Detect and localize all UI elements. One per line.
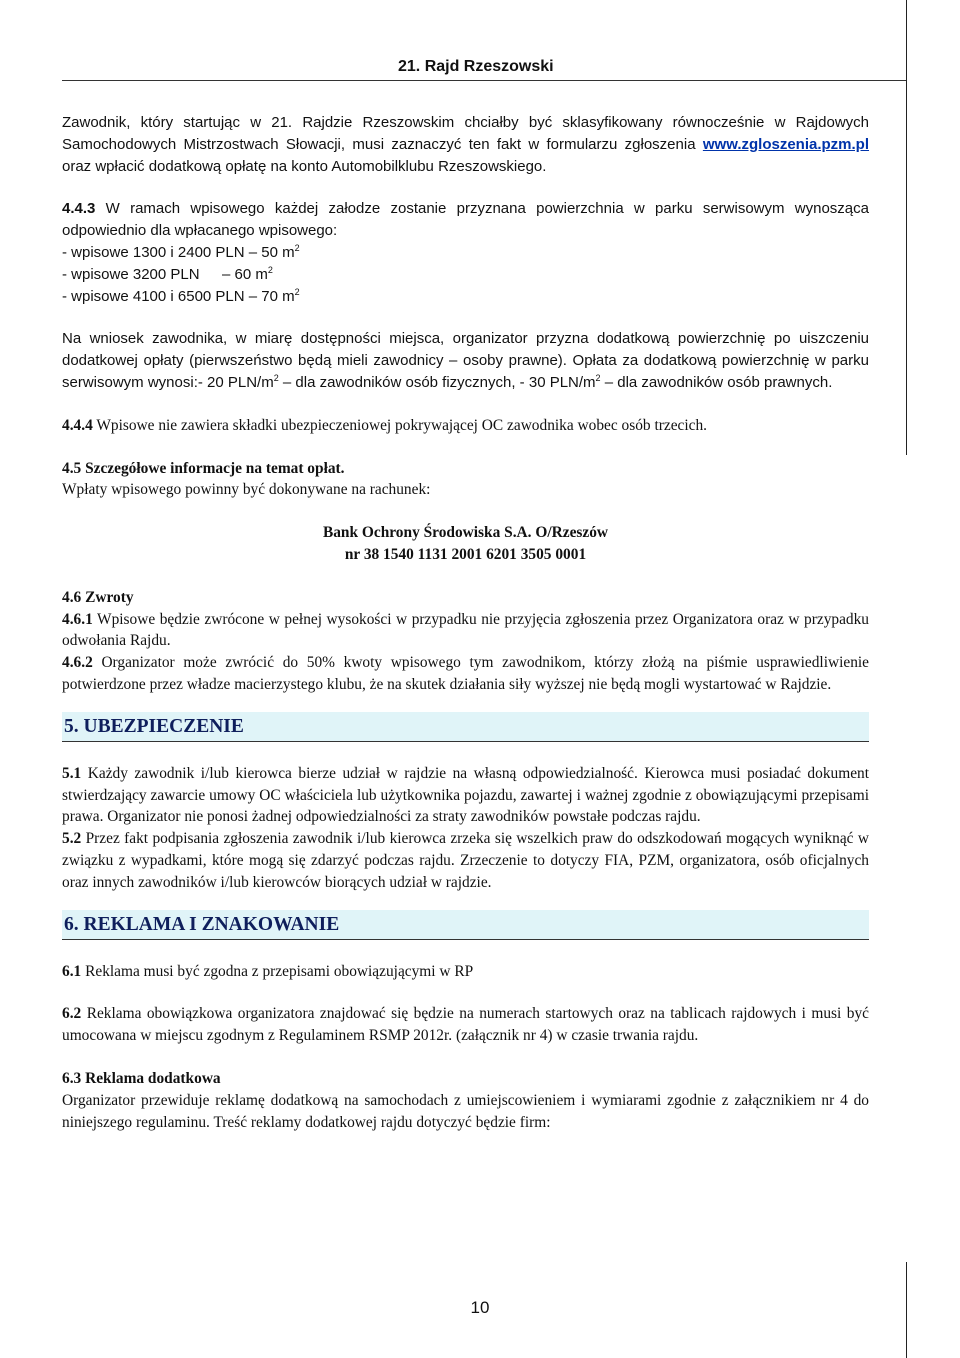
section-4-6-1-text: Wpisowe będzie zwrócone w pełnej wysokości w przypadku nie przyjęcia zgłoszenia przez Organizatora oraz w przypadku odwołania Rajdu. bbox=[62, 610, 869, 650]
page-number: 10 bbox=[470, 1298, 490, 1317]
additional-area-sup-2: 2 bbox=[595, 372, 601, 383]
margin-line-top bbox=[906, 0, 907, 455]
section-6-3-text: Organizator przewiduje reklamę dodatkową na samochodach z umiejscowieniem i wymiarami zgodnie z załącznikiem nr 4 do niniejszego regulaminu. Treść reklamy dodatkowej rajdu dotyczyć będzie firm: bbox=[62, 1091, 869, 1131]
fee-item-2-left: - wpisowe 3200 PLN bbox=[62, 265, 200, 283]
section-4-6-1 bbox=[62, 609, 869, 653]
section-5-2 bbox=[62, 828, 869, 893]
section-6-1-number: 6.1 bbox=[62, 962, 82, 980]
section-4-4-3-text: W ramach wpisowego każdej załodze zostanie przyznana powierzchnia w parku serwisowym wynosząca odpowiednio dla wpłacanego wpisowego: bbox=[62, 200, 869, 240]
section-4-6-2-number: 4.6.2 bbox=[62, 654, 93, 672]
section-4-4-3 bbox=[62, 198, 869, 242]
paragraph-slovakia bbox=[62, 112, 869, 177]
section-6-2-text: Reklama obowiązkowa organizatora znajdować się będzie na numerach startowych oraz na tablicach rajdowych i musi być umocowana w miejscu zgodnym z Regulaminem RSMP 2012r. (załącznik nr 4) w czasie trwania rajdu. bbox=[62, 1005, 869, 1045]
section-5-1-number: 5.1 bbox=[62, 764, 82, 782]
additional-area-text-a: Na wniosek zawodnika, w miarę dostępności miejsca, organizator przyzna dodatkową powierzchnię po uiszczeniu dodatkowej opłaty (pierwszeństwo będą mieli zawodnicy – osoby prawne). Opłata za dodatkową powierzchnię w parku serwisowym wynosi:- 20 PLN/m bbox=[62, 330, 869, 391]
additional-area-text-b: – dla zawodników osób fizycznych, - 30 PLN/m bbox=[278, 373, 596, 391]
section-6-title: 6. REKLAMA I ZNAKOWANIE bbox=[62, 910, 869, 940]
section-5-2-number: 5.2 bbox=[62, 830, 82, 848]
section-4-4-4 bbox=[62, 415, 869, 437]
bank-name: Bank Ochrony Środowiska S.A. O/Rzeszów bbox=[322, 524, 609, 542]
fee-item-3-sup: 2 bbox=[294, 286, 300, 297]
section-4-4-3-number: 4.4.3 bbox=[62, 200, 96, 218]
paragraph-slovakia-text: Zawodnik, który startując w 21. Rajdzie Rzeszowskim chciałby być sklasyfikowany równocześnie w Rajdowych Samochodowych Mistrzostwach Słowacji, musi zaznaczyć ten fakt w formularzu zgłoszenia bbox=[62, 114, 869, 153]
header-rule bbox=[62, 80, 906, 81]
fee-item-3-text: - wpisowe 4100 i 6500 PLN – 70 m bbox=[62, 287, 295, 305]
fee-item-2-sup: 2 bbox=[267, 264, 273, 275]
paragraph-additional-area bbox=[62, 328, 869, 393]
section-6-2 bbox=[62, 1003, 869, 1047]
section-5-2-text: Przez fakt podpisania zgłoszenia zawodnik i/lub kierowca zrzeka się wszelkich praw do odszkodowań mogących wyniknąć w związku z wypadkami, które mogą się zdarzyć podczas rajdu. Zrzeczenie to dotyczy FIA, PZM, organizatora, osób oficjalnych oraz innych zawodników i/lub kierowców biorących udział w rajdzie. bbox=[62, 830, 869, 891]
section-6-1-text: Reklama musi być zgodna z przepisami obowiązującymi w RP bbox=[81, 962, 474, 980]
section-6-1 bbox=[62, 961, 869, 983]
section-4-5-text: Wpłaty wpisowego powinny być dokonywane na rachunek: bbox=[62, 481, 431, 499]
section-5-1-text: Każdy zawodnik i/lub kierowca bierze udział w rajdzie na własną odpowiedzialność. Kierowca musi posiadać dokument stwierdzający zawarcie umowy OC właściciela lub użytkownika pojazdu, zawartej i ważnej zgodnie z obowiązującymi przepisami prawa. Organizator nie ponosi żadnej odpowiedzialności za straty zawodników powstałe podczas rajdu. bbox=[62, 764, 869, 826]
fee-item-2-dash: – bbox=[222, 265, 235, 283]
fee-item-2 bbox=[62, 264, 869, 286]
section-5-1 bbox=[62, 763, 869, 828]
section-4-6-heading: 4.6 Zwroty bbox=[62, 588, 134, 606]
additional-area-text-c: – dla zawodników osób prawnych. bbox=[600, 373, 833, 391]
fee-item-3 bbox=[62, 286, 869, 308]
registration-link[interactable]: www.zgloszenia.pzm.pl bbox=[702, 135, 870, 153]
bank-account-number: nr 38 1540 1131 2001 6201 3505 0001 bbox=[344, 545, 587, 563]
fee-item-2-right: 60 m bbox=[234, 265, 268, 283]
additional-area-sup-1: 2 bbox=[273, 372, 279, 383]
section-4-6-2 bbox=[62, 652, 869, 696]
fee-item-1-text: - wpisowe 1300 i 2400 PLN – 50 m bbox=[62, 243, 295, 261]
section-6-2-number: 6.2 bbox=[62, 1005, 82, 1023]
section-4-4-4-number: 4.4.4 bbox=[62, 416, 93, 434]
section-4-4-4-text: Wpisowe nie zawiera składki ubezpieczeniowej pokrywającej OC zawodnika wobec osób trzecich. bbox=[92, 416, 708, 434]
fee-item-1 bbox=[62, 242, 869, 264]
paragraph-slovakia-text-after: oraz wpłacić dodatkową opłatę na konto Automobilklubu Rzeszowskiego. bbox=[62, 157, 547, 175]
fee-item-2-right-wrap bbox=[222, 264, 273, 286]
page-content bbox=[62, 112, 869, 1133]
fee-item-1-sup: 2 bbox=[294, 242, 300, 253]
section-4-6-1-number: 4.6.1 bbox=[62, 610, 93, 628]
section-5-title: 5. UBEZPIECZENIE bbox=[62, 712, 869, 742]
section-4-5-heading: 4.5 Szczegółowe informacje na temat opłat. bbox=[62, 459, 345, 477]
section-6-3-heading: 6.3 Reklama dodatkowa bbox=[62, 1069, 221, 1087]
page-header-title: 21. Rajd Rzeszowski bbox=[398, 58, 554, 75]
section-4-6-2-text: Organizator może zwrócić do 50% kwoty wpisowego tym zawodnikom, którzy złożą na piśmie usprawiedliwienie potwierdzone przez władze macierzystego klubu, że na skutek działania siły wyższej nie będą mogli wystartować w Rajdzie. bbox=[62, 654, 869, 693]
